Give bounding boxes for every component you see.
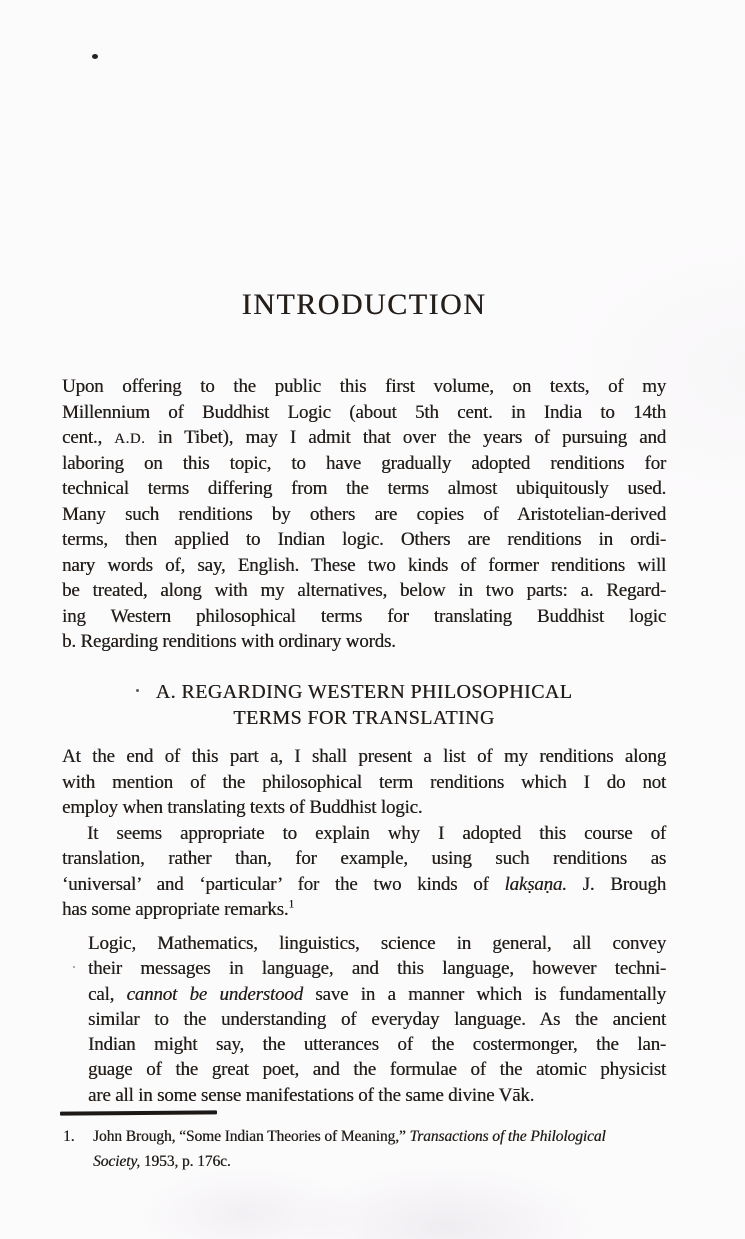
scan-speck <box>73 966 75 968</box>
text-line: Upon offering to the public this first volume, on texts, of my <box>62 376 666 397</box>
text-line: guage of the great poet, and the formulae of the atomic physicist <box>88 1059 666 1081</box>
text-line: technical terms differing from the terms almost ubiquitously used. <box>62 478 666 499</box>
text-line: similar to the understanding of everyday language. As the ancient <box>88 1008 666 1030</box>
text-line: be treated, along with my alternatives, below in two parts: a. Regard- <box>62 580 666 601</box>
text-line: Many such renditions by others are copies of Aristotelian-derived <box>62 503 666 525</box>
text-line: Logic, Mathematics, linguistics, science in general, all convey <box>88 933 666 954</box>
text-line: ‘universal’ and ‘particular’ for the two kinds of lakṣaṇa. J. Brough <box>62 873 666 895</box>
text-line: cal, cannot be understood save in a manner which is fundamentally <box>88 983 666 1005</box>
text-line: their messages in language, and this language, however techni- <box>88 958 666 980</box>
footnote-rule <box>60 1110 217 1115</box>
text-line: Indian might say, the utterances of the costermonger, the lan- <box>88 1034 666 1056</box>
text-line: translation, rather than, for example, using such renditions as <box>62 848 666 869</box>
text-line: It seems appropriate to explain why I adopted this course of <box>87 822 666 844</box>
section-heading-line-1: A. REGARDING WESTERN PHILOSOPHICAL <box>155 681 573 703</box>
footnote-marker: 1. <box>63 1128 75 1145</box>
text-line: b. Regarding renditions with ordinary words. <box>62 631 396 652</box>
paragraph-1 <box>62 374 666 655</box>
text-line: At the end of this part a, I shall present a list of my renditions along <box>62 746 666 767</box>
text-line: with mention of the philosophical term renditions which I do not <box>62 771 666 793</box>
text-line: has some appropriate remarks.$^1$ <box>62 897 295 920</box>
text-line: Society, 1953, p. 176c. <box>93 1153 231 1170</box>
text-line: laboring on this topic, to have gradually adopted renditions for <box>62 452 666 474</box>
text-line: Millennium of Buddhist Logic (about 5th cent. in India to 14th <box>62 401 666 423</box>
text-line: are all in some sense manifestations of the same divine Vāk. <box>88 1084 535 1106</box>
text-line: John Brough, “Some Indian Theories of Meaning,” Transactions of the Philological <box>93 1128 606 1145</box>
paragraphs-2-3 <box>62 744 666 923</box>
text-line: cent., A.D. in Tibet), may I admit that over the years of pursuing and <box>62 427 666 448</box>
footnote <box>62 1124 674 1174</box>
section-heading-line-2: TERMS FOR TRANSLATING <box>233 707 495 729</box>
text-line: ing Western philosophical terms for translating Buddhist logic <box>62 605 666 627</box>
block-quote <box>88 931 666 1108</box>
text-line: employ when translating texts of Buddhist logic. <box>62 797 423 818</box>
scan-speck <box>92 54 98 59</box>
chapter-title: INTRODUCTION <box>241 288 487 321</box>
text-line: nary words of, say, English. These two kinds of former renditions will <box>62 554 666 576</box>
section-heading <box>62 679 666 731</box>
footnote-text <box>93 1124 674 1174</box>
text-line: terms, then applied to Indian logic. Others are renditions in ordi- <box>62 529 666 550</box>
